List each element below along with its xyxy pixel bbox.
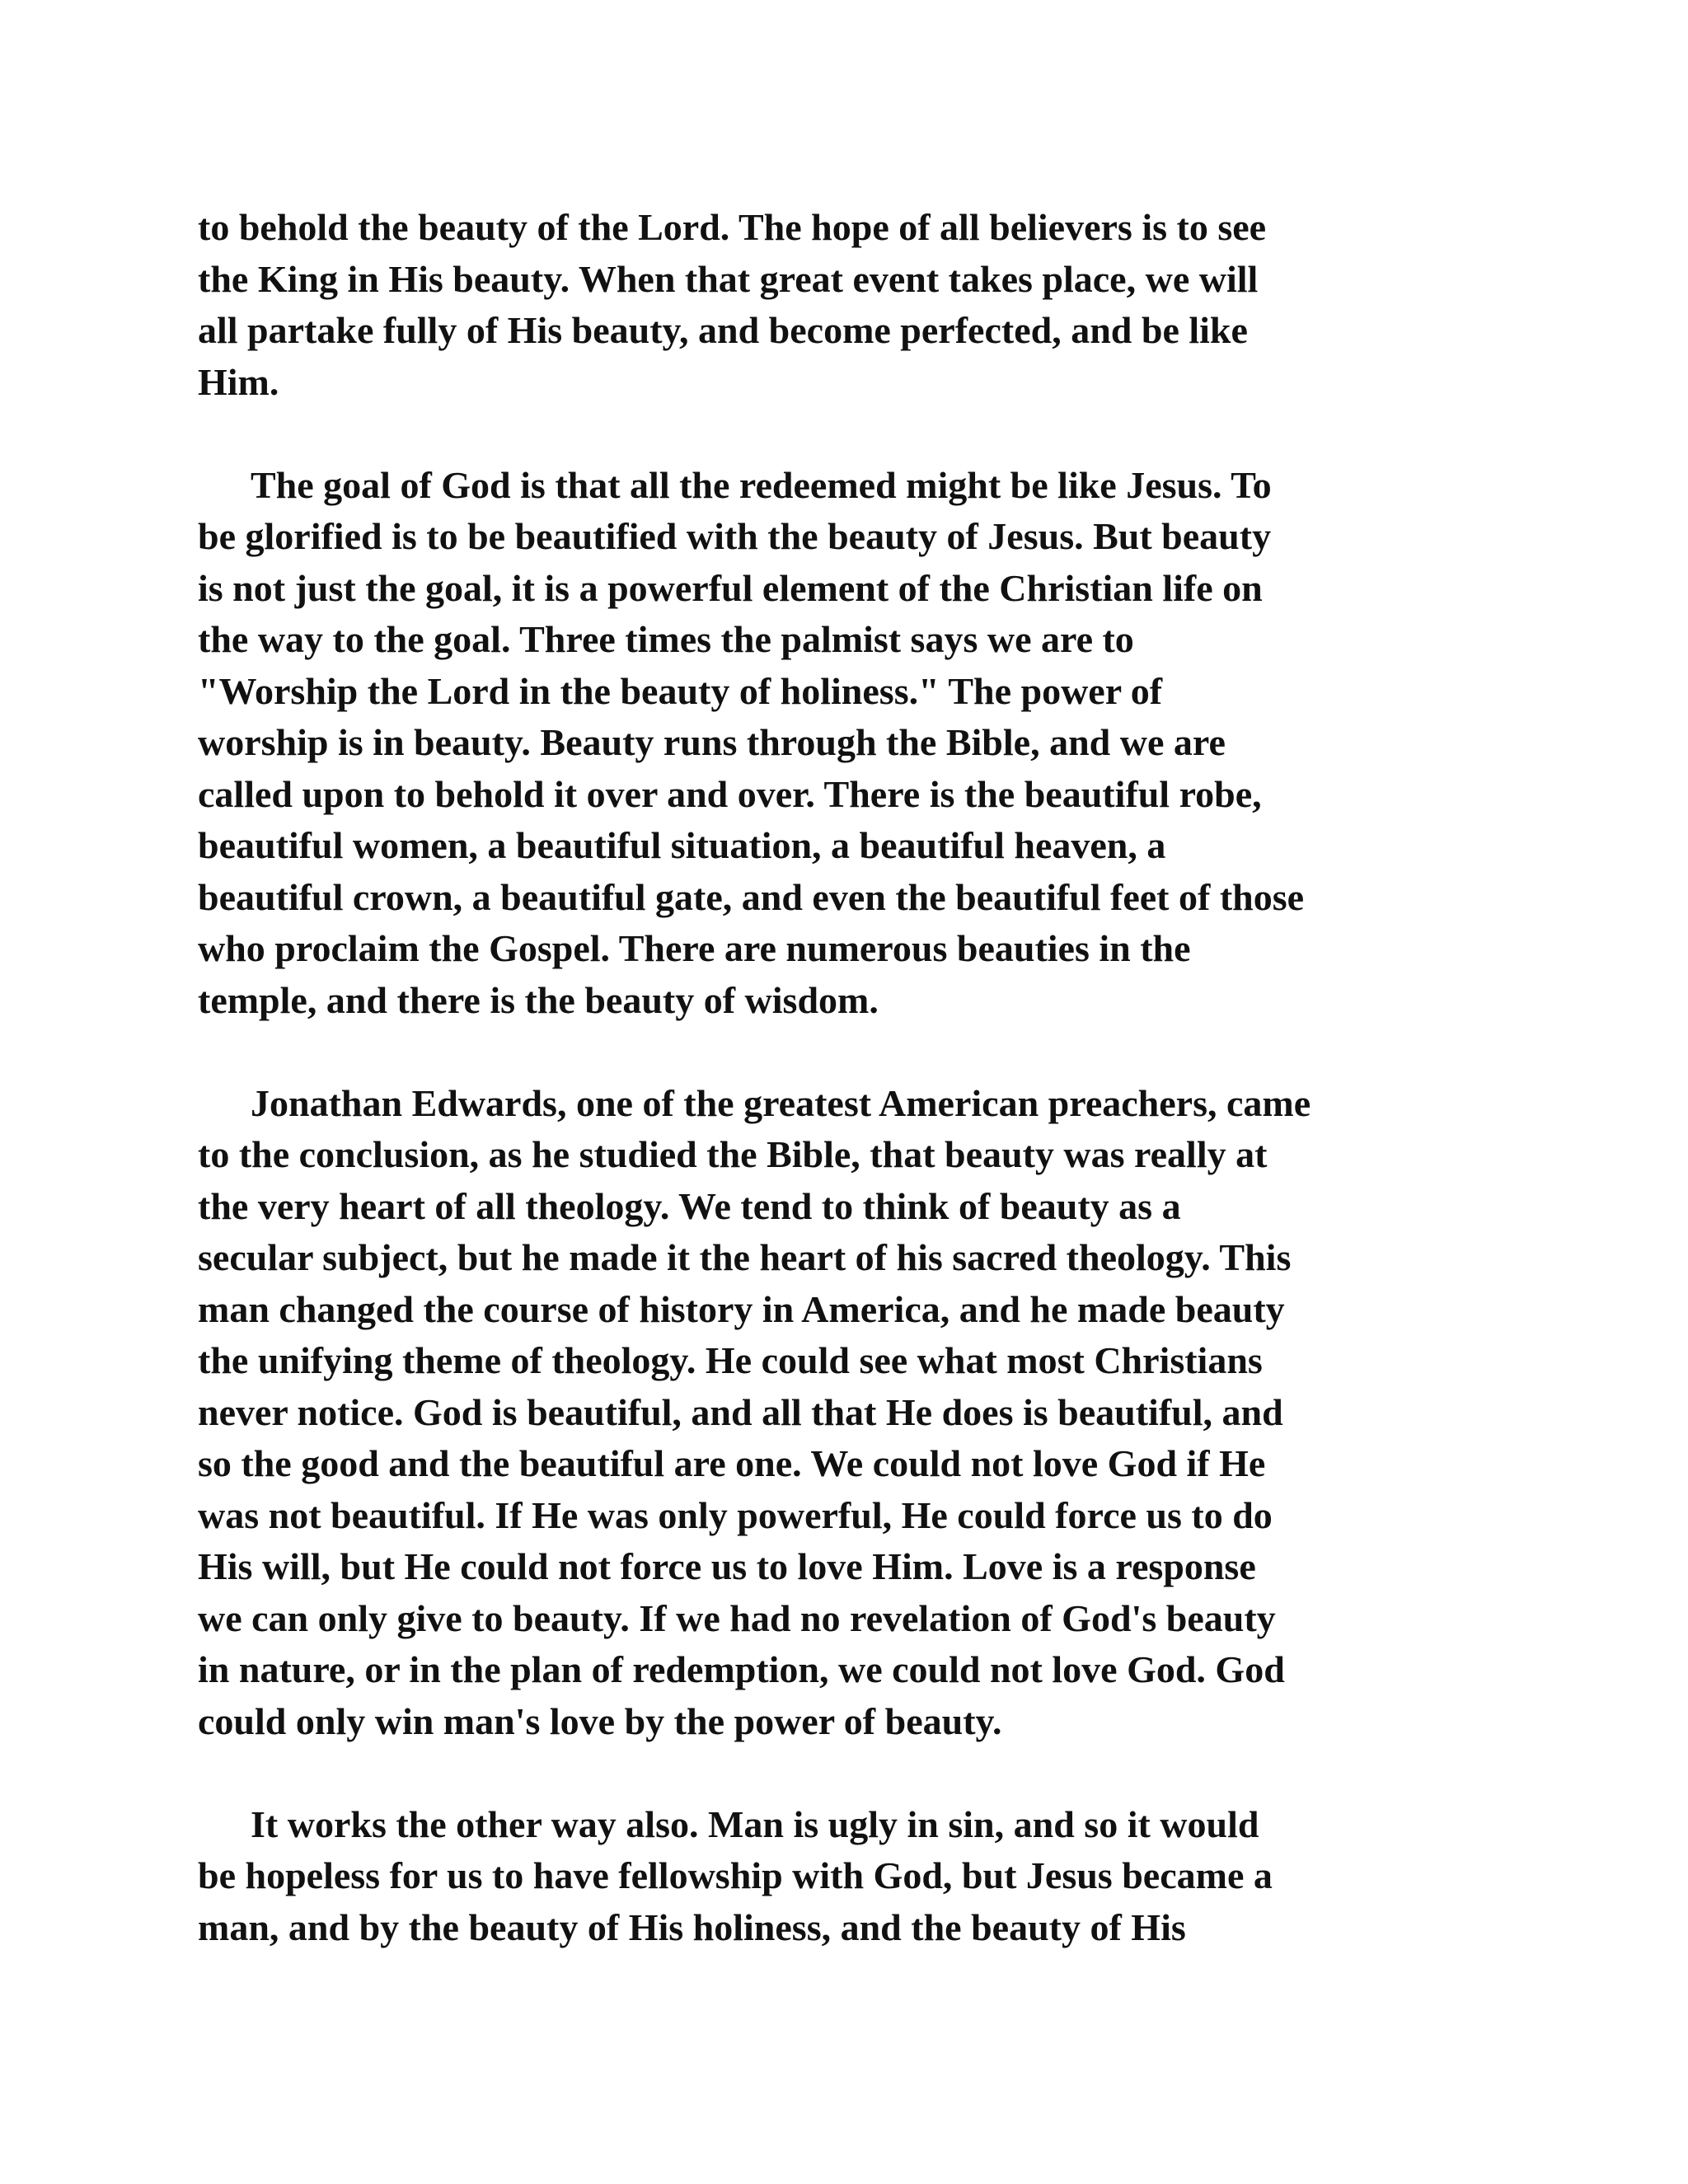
text-line: all partake fully of His beauty, and become perfected, and be like: [198, 309, 1248, 351]
body-text: [198, 202, 1500, 2005]
text-line: the King in His beauty. When that great event takes place, we will: [198, 257, 1259, 300]
text-line: beautiful crown, a beautiful gate, and even the beautiful feet of those: [198, 875, 1305, 918]
text-line: was not beautiful. If He was only powerful, He could force us to do: [198, 1493, 1273, 1536]
text-line: the very heart of all theology. We tend to think of beauty as a: [198, 1184, 1181, 1227]
paragraph-1: [198, 202, 1500, 408]
text-line: be hopeless for us to have fellowship with God, but Jesus became a: [198, 1854, 1273, 1896]
text-line: It works the other way also. Man is ugly in sin, and so it would: [251, 1802, 1259, 1845]
text-line: could only win man's love by the power of beauty.: [198, 1699, 1002, 1742]
paragraph-4: [198, 1799, 1500, 1954]
text-line: is not just the goal, it is a powerful element of the Christian life on: [198, 566, 1263, 609]
text-line: the unifying theme of theology. He could see what most Christians: [198, 1339, 1263, 1381]
paragraph-2: [198, 460, 1500, 1027]
text-line: so the good and the beautiful are one. We could not love God if He: [198, 1442, 1266, 1484]
text-line: who proclaim the Gospel. There are numerous beauties in the: [198, 927, 1191, 969]
text-line: man, and by the beauty of His holiness, and the beauty of His: [198, 1905, 1186, 1948]
text-line: man changed the course of history in America, and he made beauty: [198, 1287, 1285, 1330]
text-line: in nature, or in the plan of redemption, we could not love God. God: [198, 1648, 1285, 1690]
text-line: called upon to behold it over and over. There is the beautiful robe,: [198, 772, 1262, 815]
text-line: temple, and there is the beauty of wisdom.: [198, 978, 879, 1021]
text-line: we can only give to beauty. If we had no revelation of God's beauty: [198, 1596, 1276, 1639]
text-line: Jonathan Edwards, one of the greatest American preachers, came: [251, 1081, 1311, 1124]
text-line: The goal of God is that all the redeemed might be like Jesus. To: [251, 463, 1272, 506]
text-line: Him.: [198, 360, 279, 403]
paragraph-3: [198, 1078, 1500, 1748]
text-line: to behold the beauty of the Lord. The hope of all believers is to see: [198, 206, 1267, 248]
text-line: His will, but He could not force us to love Him. Love is a response: [198, 1545, 1256, 1587]
text-line: beautiful women, a beautiful situation, a beautiful heaven, a: [198, 824, 1166, 866]
text-line: be glorified is to be beautified with the beauty of Jesus. But beauty: [198, 515, 1272, 557]
text-line: to the conclusion, as he studied the Bible, that beauty was really at: [198, 1133, 1268, 1175]
text-line: secular subject, but he made it the heart of his sacred theology. This: [198, 1236, 1292, 1278]
text-line: the way to the goal. Three times the palmist says we are to: [198, 618, 1134, 660]
text-line: "Worship the Lord in the beauty of holiness." The power of: [198, 669, 1163, 712]
text-line: never notice. God is beautiful, and all that He does is beautiful, and: [198, 1390, 1283, 1433]
text-line: worship is in beauty. Beauty runs through the Bible, and we are: [198, 721, 1226, 763]
